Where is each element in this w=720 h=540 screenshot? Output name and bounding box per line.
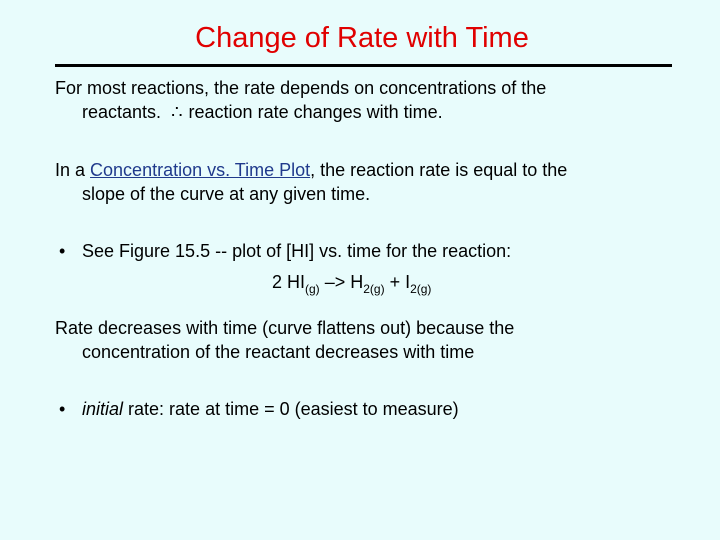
bullet-initial-rate (55, 397, 685, 421)
reaction-equation (272, 270, 431, 294)
bullet-marker: • (59, 241, 66, 261)
paragraph-line: For most reactions, the rate depends on concentrations of the (55, 78, 547, 98)
equation-subscript: 2(g) (363, 282, 385, 296)
paragraph-rate-depends (55, 76, 685, 124)
bullet-text-rest: rate: rate at time = 0 (easiest to measure) (123, 399, 459, 419)
concentration-time-plot-link[interactable]: Concentration vs. Time Plot (90, 160, 311, 180)
paragraph-line: Rate decreases with time (curve flattens out) because the (55, 318, 515, 338)
italic-term: initial (82, 399, 124, 419)
bullet-text (82, 397, 459, 421)
paragraph-rate-decreases (55, 316, 685, 364)
therefore-symbol: ∴ (171, 102, 184, 122)
equation-subscript: 2(g) (410, 282, 432, 296)
paragraph-text: reactants. (82, 102, 162, 122)
slide-title: Change of Rate with Time (195, 22, 529, 54)
equation-reactant: 2 HI (272, 272, 306, 292)
equation-subscript: (g) (305, 282, 320, 296)
paragraph-line-indented: slope of the curve at any given time. (82, 184, 371, 204)
bullet-marker: • (59, 399, 66, 419)
bullet-text: See Figure 15.5 -- plot of [HI] vs. time for the reaction: (82, 241, 512, 261)
paragraph-text: In a (55, 160, 91, 180)
paragraph-text: reaction rate changes with time. (188, 102, 443, 122)
paragraph-text: , the reaction rate is equal to the (310, 160, 568, 180)
bullet-figure (55, 239, 685, 263)
paragraph-concentration-plot (55, 158, 685, 206)
paragraph-line-indented (55, 100, 685, 124)
title-divider (55, 64, 672, 67)
equation-arrow-product: –> H (319, 272, 364, 292)
paragraph-line-indented: concentration of the reactant decreases with time (82, 342, 475, 362)
equation-plus-product: + I (384, 272, 411, 292)
